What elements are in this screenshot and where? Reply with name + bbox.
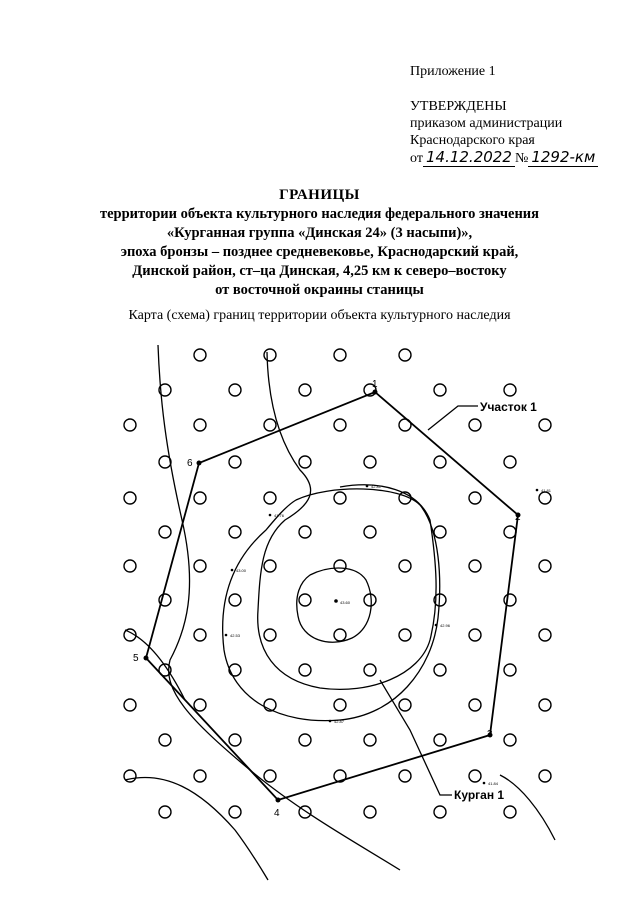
orchard-symbol <box>299 734 311 746</box>
orchard-symbol <box>334 492 346 504</box>
orchard-symbol <box>434 664 446 676</box>
elevation-label: 43.00 <box>236 568 247 573</box>
orchard-symbol <box>124 419 136 431</box>
orchard-symbol <box>539 492 551 504</box>
approved-line-1: приказом администрации <box>410 116 563 131</box>
orchard-symbol <box>334 349 346 361</box>
orchard-symbol <box>229 456 241 468</box>
orchard-symbol <box>539 770 551 782</box>
vertex-number-1: 1 <box>372 379 378 390</box>
orchard-symbol <box>434 384 446 396</box>
bottom-right-contour <box>500 775 555 840</box>
approved-line-2: Краснодарского края <box>410 133 535 148</box>
bottom-contour <box>125 777 268 880</box>
orchard-symbol <box>159 734 171 746</box>
handwritten-number: 1292-км <box>528 149 598 167</box>
orchard-symbol <box>299 384 311 396</box>
elevation-marker <box>435 624 438 627</box>
elevation-marker <box>483 782 486 785</box>
orchard-symbol <box>194 629 206 641</box>
orchard-symbol <box>469 770 481 782</box>
elevation-label: 42.81 <box>371 484 382 489</box>
orchard-symbol <box>124 492 136 504</box>
vertex-marker <box>373 390 378 395</box>
elevation-label: 41.84 <box>488 781 499 786</box>
orchard-symbol <box>229 594 241 606</box>
orchard-symbol <box>434 526 446 538</box>
heading-line-3: эпоха бронзы – позднее средневековье, Краснодарский край, <box>120 244 519 260</box>
orchard-symbol <box>229 526 241 538</box>
orchard-symbol <box>539 699 551 711</box>
orchard-symbol <box>504 664 516 676</box>
orchard-symbol <box>399 699 411 711</box>
vertex-number-2: 2 <box>515 512 521 523</box>
handwritten-date: 14.12.2022 <box>423 149 515 167</box>
boundary-vertices <box>144 390 521 803</box>
orchard-symbol <box>159 526 171 538</box>
orchard-symbol <box>229 806 241 818</box>
elevation-label: 42.87 <box>334 719 345 724</box>
orchard-symbol <box>194 419 206 431</box>
orchard-symbol <box>264 770 276 782</box>
from-prefix: от <box>410 151 423 166</box>
vertex-number-3: 3 <box>487 729 493 740</box>
orchard-symbol <box>299 664 311 676</box>
appendix-label: Приложение 1 <box>410 64 496 79</box>
mound-contour <box>223 489 440 721</box>
orchard-symbol <box>469 419 481 431</box>
orchard-symbol <box>539 560 551 572</box>
heading-line-5: от восточной окраины станицы <box>215 282 424 298</box>
vertex-marker <box>276 798 281 803</box>
orchard-symbol <box>364 594 376 606</box>
orchard-symbol <box>434 456 446 468</box>
orchard-symbol <box>539 629 551 641</box>
orchard-symbol <box>194 770 206 782</box>
elevation-marker <box>334 599 338 603</box>
orchard-symbol <box>469 629 481 641</box>
orchard-symbol <box>334 419 346 431</box>
orchard-symbol <box>434 806 446 818</box>
orchard-symbol <box>364 526 376 538</box>
orchard-symbol <box>399 629 411 641</box>
orchard-symbol <box>364 456 376 468</box>
elevation-marker <box>366 485 369 488</box>
orchard-symbol <box>299 594 311 606</box>
mound-label: Курган 1 <box>454 788 505 802</box>
orchard-symbol <box>469 492 481 504</box>
area-leader <box>428 406 478 430</box>
territory-boundary <box>146 392 518 800</box>
elevation-label: 41.76 <box>274 513 285 518</box>
heading-title: ГРАНИЦЫ <box>279 187 360 203</box>
orchard-symbol <box>504 384 516 396</box>
orchard-symbol <box>299 456 311 468</box>
orchard-symbol <box>334 629 346 641</box>
orchard-symbol <box>364 664 376 676</box>
orchard-symbol <box>264 349 276 361</box>
elevation-label: 42.53 <box>230 633 241 638</box>
heading-line-2: «Курганная группа «Динская 24» (3 насыпи)», <box>166 225 473 241</box>
elevation-marker <box>269 514 272 517</box>
approved-title: УТВЕРЖДЕНЫ <box>410 99 507 114</box>
elevation-marker <box>231 569 234 572</box>
orchard-symbol <box>434 734 446 746</box>
orchard-symbol <box>334 699 346 711</box>
orchard-symbol <box>194 349 206 361</box>
orchard-symbol <box>229 664 241 676</box>
orchard-symbol <box>194 699 206 711</box>
vertex-marker <box>144 656 149 661</box>
orchard-symbol <box>504 806 516 818</box>
orchard-symbol <box>264 419 276 431</box>
orchard-symbols <box>124 349 551 818</box>
orchard-symbol <box>399 349 411 361</box>
vertex-number-5: 5 <box>133 653 139 664</box>
orchard-symbol <box>399 560 411 572</box>
orchard-symbol <box>194 492 206 504</box>
orchard-symbol <box>159 806 171 818</box>
map-caption: Карта (схема) границ территории объекта культурного наследия <box>128 308 511 323</box>
elevation-marker <box>536 489 539 492</box>
orchard-symbol <box>469 560 481 572</box>
orchard-symbol <box>504 734 516 746</box>
orchard-symbol <box>264 629 276 641</box>
area-label: Участок 1 <box>480 400 537 414</box>
orchard-symbol <box>539 419 551 431</box>
orchard-symbol <box>194 560 206 572</box>
orchard-symbol <box>229 384 241 396</box>
elevation-marker <box>225 634 228 637</box>
orchard-symbol <box>264 492 276 504</box>
vertex-numbers <box>133 379 521 819</box>
heading-line-1: территории объекта культурного наследия федерального значения <box>99 206 539 222</box>
orchard-symbol <box>399 770 411 782</box>
orchard-symbol <box>299 526 311 538</box>
vertex-number-6: 6 <box>187 458 193 469</box>
elevation-label: 42.96 <box>440 623 451 628</box>
heading-line-4: Динской район, ст–ца Динская, 4,25 км к северо–востоку <box>132 263 507 279</box>
orchard-symbol <box>229 734 241 746</box>
elevation-marker <box>329 720 332 723</box>
orchard-symbol <box>124 560 136 572</box>
number-sign: № <box>514 151 529 166</box>
vertex-marker <box>197 461 202 466</box>
mound-leader <box>380 680 452 795</box>
orchard-symbol <box>364 734 376 746</box>
orchard-symbol <box>469 699 481 711</box>
orchard-symbol <box>504 456 516 468</box>
orchard-symbol <box>504 526 516 538</box>
elevation-label: 41.81 <box>541 488 552 493</box>
orchard-symbol <box>124 699 136 711</box>
elevation-label: 43.60 <box>340 600 351 605</box>
orchard-symbol <box>364 806 376 818</box>
orchard-symbol <box>264 560 276 572</box>
vertex-number-4: 4 <box>274 808 280 819</box>
orchard-symbol <box>334 560 346 572</box>
